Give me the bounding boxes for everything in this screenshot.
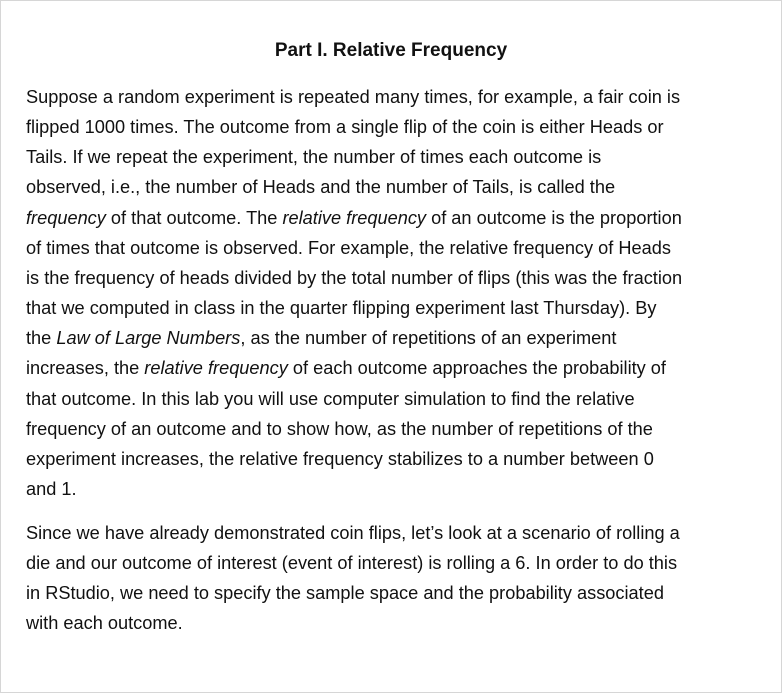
text-segment: of each outcome approaches the probability of [287,358,666,379]
text-segment: of an outcome is the proportion [426,207,682,228]
text-line: that outcome. In this lab you will use computer simulation to find the relative [26,388,635,409]
text-line: flipped 1000 times. The outcome from a single flip of the coin is either Heads or [26,117,664,138]
text-line: Since we have already demonstrated coin flips, let’s look at a scenario of rolling a [26,523,680,543]
text-line: that we computed in class in the quarter flipping experiment last Thursday). By [26,298,657,319]
text-segment: the [26,328,57,349]
page-title: Part I. Relative Frequency [274,40,508,61]
text-line: frequency of an outcome and to show how, as the number of repetitions of the [26,418,653,439]
text-line: observed, i.e., the number of Heads and the number of Tails, is called the [26,177,616,198]
text-line: Suppose a random experiment is repeated many times, for example, a fair coin is [26,87,681,107]
text-segment: , as the number of repetitions of an experiment [240,328,617,349]
text-line [26,323,682,353]
text-line [26,353,682,383]
text-line: is the frequency of heads divided by the total number of flips (this was the fraction [26,267,683,288]
text-segment: of that outcome. The [105,207,283,228]
text-line: in RStudio, we need to specify the sample space and the probability associated [26,583,664,604]
text-line: die and our outcome of interest (event of interest) is rolling a 6. In order to do this [26,553,678,574]
italic-term-law-of-large-numbers: Law of Large Numbers [56,328,241,349]
paragraph-dice-scenario [26,518,680,639]
italic-term-relative-frequency: relative frequency [282,207,427,228]
text-line: experiment increases, the relative frequency stabilizes to a number between 0 [26,448,654,469]
paragraph-relative-frequency [26,82,682,504]
text-line: Tails. If we repeat the experiment, the number of times each outcome is [26,147,602,168]
text-line [26,203,682,233]
italic-term-relative-frequency: relative frequency [144,358,288,379]
text-segment: increases, the [26,358,145,379]
text-line: and 1. [26,479,77,500]
text-line: of times that outcome is observed. For example, the relative frequency of Heads [26,237,671,258]
italic-term-frequency: frequency [26,207,106,228]
text-line: with each outcome. [26,613,183,634]
